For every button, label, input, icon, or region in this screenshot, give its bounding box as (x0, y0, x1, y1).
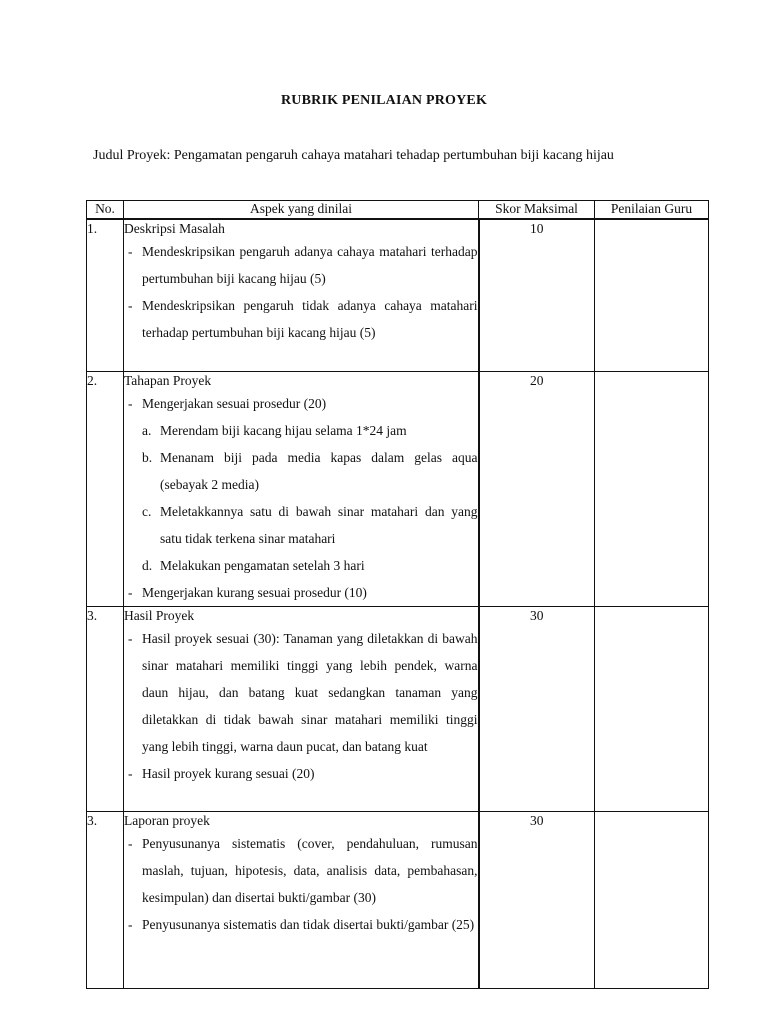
criterion-text: Hasil proyek sesuai (30): Tanaman yang diletakkan di bawah sinar matahari memiliki tinggi yang lebih pendek, warna daun hijau, dan batang kuat sedangkan tanaman yang diletakkan di tidak bawah sinar matahari memiliki tinggi yang lebih tinggi, warna daun pucat, dan batang kuat (142, 631, 478, 754)
row-number: 3. (87, 812, 124, 989)
criterion-text: Penyusunanya sistematis (cover, pendahuluan, rumusan maslah, tujuan, hipotesis, data, analisis data, pembahasan, kesimpulan) dan disertai bukti/gambar (30) (142, 836, 478, 905)
table-row (87, 812, 709, 989)
teacher-score-cell[interactable] (595, 219, 709, 372)
aspect-title: Deskripsi Masalah (124, 220, 225, 236)
sub-criterion-marker: c. (142, 504, 152, 519)
table-header-row (87, 201, 709, 219)
header-teacher-score: Penilaian Guru (595, 201, 709, 219)
criterion (124, 579, 478, 606)
max-score: 20 (479, 372, 595, 607)
aspect-cell (124, 372, 479, 607)
criterion-text: Mendeskripsikan pengaruh tidak adanya cahaya matahari terhadap pertumbuhan biji kacang hijau (5) (142, 297, 478, 340)
project-title-line (93, 148, 614, 164)
criterion-text: Mengerjakan sesuai prosedur (20) (142, 396, 327, 411)
sub-criterion (124, 417, 478, 444)
criterion-marker: - (128, 585, 133, 600)
criterion-text: Mendeskripsikan pengaruh adanya cahaya matahari terhadap pertumbuhan biji kacang hijau (5) (142, 243, 478, 286)
teacher-score-cell[interactable] (595, 607, 709, 812)
project-title-value: Pengamatan pengaruh cahaya matahari tehadap pertumbuhan biji kacang hijau (173, 148, 614, 163)
project-title-label: Judul Proyek: (93, 148, 171, 163)
header-aspect: Aspek yang dinilai (124, 201, 479, 219)
rubric-table (86, 200, 709, 989)
criterion (124, 625, 478, 760)
header-max-score: Skor Maksimal (479, 201, 595, 219)
criterion-marker: - (128, 297, 133, 313)
max-score: 10 (479, 219, 595, 372)
teacher-score-cell[interactable] (595, 812, 709, 989)
criterion (124, 390, 478, 417)
criterion (124, 911, 478, 938)
sub-criterion (124, 552, 478, 579)
header-no: No. (87, 201, 124, 219)
table-row (87, 607, 709, 812)
criterion (124, 292, 478, 346)
document-title: RUBRIK PENILAIAN PROYEK (280, 93, 488, 108)
aspect-cell (124, 607, 479, 812)
max-score: 30 (479, 812, 595, 989)
criterion-marker: - (128, 631, 133, 646)
criterion (124, 830, 478, 911)
max-score: 30 (479, 607, 595, 812)
criterion (124, 760, 478, 787)
criterion (124, 238, 478, 292)
sub-criterion-text: Merendam biji kacang hijau selama 1*24 jam (160, 423, 407, 438)
sub-criterion-marker: a. (142, 423, 152, 438)
sub-criterion (124, 444, 478, 498)
criterion-text: Hasil proyek kurang sesuai (20) (142, 766, 315, 781)
criterion-marker: - (128, 766, 133, 781)
aspect-cell (124, 219, 479, 372)
criterion-marker: - (128, 396, 133, 411)
aspect-cell (124, 812, 479, 989)
aspect-title: Hasil Proyek (124, 608, 195, 623)
sub-criterion-text: Menanam biji pada media kapas dalam gelas aqua (sebayak 2 media) (160, 450, 478, 492)
sub-criterion (124, 498, 478, 552)
criterion-marker: - (128, 836, 133, 851)
table-row (87, 372, 709, 607)
criterion-text: Mengerjakan kurang sesuai prosedur (10) (142, 585, 367, 600)
criterion-text: Penyusunanya sistematis dan tidak disertai bukti/gambar (25) (142, 917, 475, 932)
table-row (87, 219, 709, 372)
criterion-marker: - (128, 243, 133, 259)
sub-criterion-marker: d. (142, 558, 153, 573)
teacher-score-cell[interactable] (595, 372, 709, 607)
row-number: 3. (87, 607, 124, 812)
aspect-title: Tahapan Proyek (124, 373, 212, 388)
row-number: 1. (87, 219, 124, 372)
row-number: 2. (87, 372, 124, 607)
sub-criterion-marker: b. (142, 450, 153, 465)
criterion-marker: - (128, 917, 133, 932)
aspect-title: Laporan proyek (124, 813, 210, 828)
sub-criterion-text: Melakukan pengamatan setelah 3 hari (160, 558, 365, 573)
sub-criterion-text: Meletakkannya satu di bawah sinar matahari dan yang satu tidak terkena sinar matahari (160, 504, 478, 546)
